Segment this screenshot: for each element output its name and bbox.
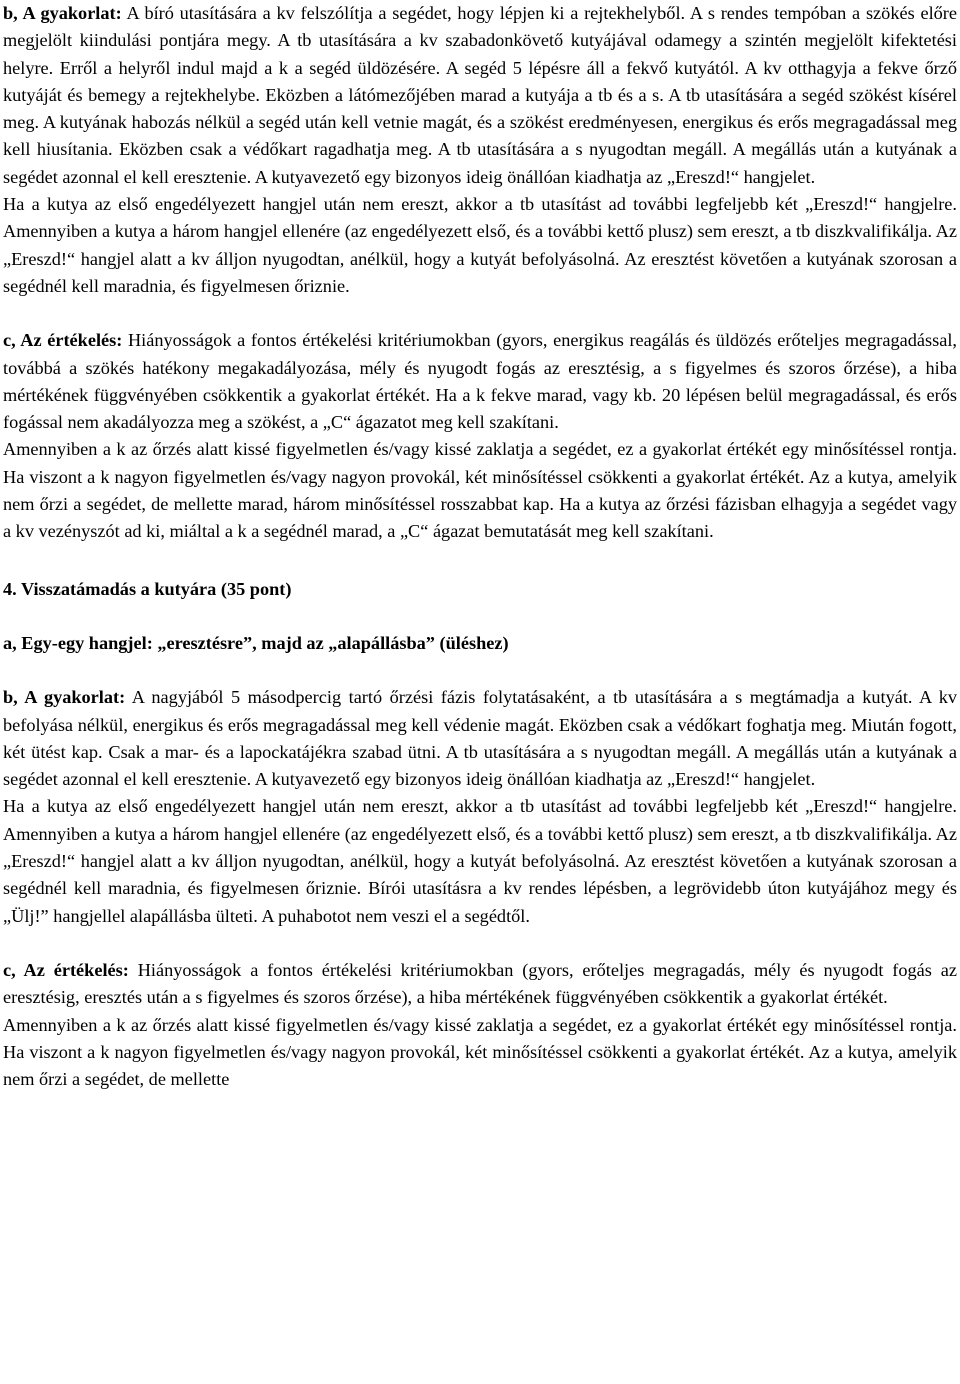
text-b1-p1: A bíró utasítására a kv felszólítja a segédet, hogy lépjen ki a rejtekhelyből. A s rendes tempóban a szökés előre megjelölt kiindulási pontjára megy. A tb utasítására a kv szabadonkövető kutyájával odamegy a szintén megjelölt kifektetési helyre. Erről a helyről indul majd a k a segéd üldözésére. A segéd 5 lépésre áll a fekvő kutyától. A kv otthagyja a fekve őrző kutyáját és bemegy a rejtekhelybe. Eközben a látómezőjében marad a kutyája a tb és a s. A tb utasítására a segéd szökést kísérel meg. A kutyának habozás nélkül a segéd után kell vetnie magát, és a szökést eredményesen, energikus és erős megragadással meg kell hiusítania. Eközben csak a védőkart ragadhatja meg. A tb utasítására a s nyugodtan megáll. A megállás után a kutyának a segédet azonnal el kell eresztenie. A kutyavezető egy bizonyos ideig önállóan kiadhatja az „Ereszd!“ hangjelet. bbox=[3, 3, 957, 187]
paragraph-c2-main bbox=[3, 957, 957, 1012]
text-b1-p2: Ha a kutya az első engedélyezett hangjel után nem ereszt, akkor a tb utasítást ad további legfeljebb két „Ereszd!“ hangjelre. Amennyiben a kutya a három hangjel ellenére (az engedélyezett első, és a további kettő plusz) sem ereszt, a tb diszkvalifikálja. Az „Ereszd!“ hangjel alatt a kv álljon nyugodtan, anélkül, hogy a kutyát befolyásolná. Az eresztést követően a kutyának szorosan a segédnél kell maradnia, és figyelmesen őriznie. bbox=[3, 194, 957, 296]
text-c2-p1: Hiányosságok a fontos értékelési kritériumokban (gyors, erőteljes megragadás, mély és nyugodt fogás az eresztésig, eresztés után a s figyelmes és szoros őrzése), a hiba mértékének függvényében csökkentik a gyakorlat értékét. bbox=[3, 959, 957, 1008]
label-c2: c, Az értékelés: bbox=[3, 959, 129, 980]
label-c1: c, Az értékelés: bbox=[3, 330, 123, 351]
paragraph-b1-release bbox=[3, 191, 957, 300]
paragraph-b2-release bbox=[3, 793, 957, 929]
text-c1-p1: Hiányosságok a fontos értékelési kritériumokban (gyors, energikus reagálás és üldözés erőteljes megragadással, továbbá a szökés hatékony megakadályozása, mély és nyugodt fogás az eresztésig, a s figyelmes és szoros őrzése), a hiba mértékének függvényében csökkentik a gyakorlat értékét. Ha a k fekve marad, vagy kb. 20 lépésen belül megragadással, és erős fogással nem akadályozza meg a szökést, a „C“ ágazatot meg kell szakítani. bbox=[3, 330, 957, 433]
section-heading-4: 4. Visszatámadás a kutyára (35 pont) bbox=[3, 578, 292, 599]
heading-a2: a, Egy-egy hangjel: „eresztésre”, majd az „alapállásba” (üléshez) bbox=[3, 632, 509, 653]
text-c2-p2: Amennyiben a k az őrzés alatt kissé figyelmetlen és/vagy kissé zaklatja a segédet, ez a gyakorlat értékét egy minősítéssel rontja. Ha viszont a k nagyon figyelmetlen és/vagy nagyon provokál, két minősítéssel csökkenti a gyakorlat értékét. Az a kutya, amelyik nem őrzi a segédet, de mellette bbox=[3, 1014, 957, 1090]
paragraph-b2-main bbox=[3, 684, 957, 793]
text-c1-p2: Amennyiben a k az őrzés alatt kissé figyelmetlen és/vagy kissé zaklatja a segédet, ez a gyakorlat értékét egy minősítéssel rontja. Ha viszont a k nagyon figyelmetlen és/vagy nagyon provokál, két minősítéssel csökkenti a gyakorlat értékét. Az a kutya, amelyik nem őrzi a segédet, de mellette marad, három minősítéssel rosszabbat kap. Ha a kutya az őrzési fázisban elhagyja a segédet vagy a kv vezényszót ad ki, miáltal a k a segédnél marad, a „C“ ágazat bemutatását meg kell szakítani. bbox=[3, 439, 957, 542]
paragraph-c1-main bbox=[3, 327, 957, 436]
paragraph-b1-main bbox=[3, 0, 957, 191]
text-b2-p2: Ha a kutya az első engedélyezett hangjel után nem ereszt, akkor a tb utasítást ad további legfeljebb két „Ereszd!“ hangjelre. Amennyiben a kutya a három hangjel ellenére (az engedélyezett első, és a további kettő plusz) sem ereszt, a tb diszkvalifikálja. Az „Ereszd!“ hangjel alatt a kv álljon nyugodtan, anélkül, hogy a kutyát befolyásolná. Az eresztést követően a kutyának szorosan a segédnél kell maradnia, és figyelmesen őriznie. Bírói utasításra a kv rendes lépésben, a legrövidebb úton kutyájához megy és „Ülj!” hangjellel alapállásba ülteti. A puhabotot nem veszi el a segédtől. bbox=[3, 796, 957, 926]
text-b2-p1: A nagyjából 5 másodpercig tartó őrzési fázis folytatásaként, a tb utasítására a s megtámadja a kutyát. A kv befolyása nélkül, energikus és erős megragadással meg kell védenie magát. Eközben csak a védőkart foghatja meg. Miután fogott, két ütést kap. Csak a mar- és a lapockatájékra szabad ütni. A tb utasítására a s nyugodtan megáll. A megállás után a kutyának a segédet azonnal el kell eresztenie. A kutyavezető egy bizonyos ideig önállóan kiadhatja az „Ereszd!“ hangjelet. bbox=[3, 687, 957, 790]
label-b2: b, A gyakorlat: bbox=[3, 687, 126, 708]
paragraph-c1-guard bbox=[3, 436, 957, 545]
label-b1: b, A gyakorlat: bbox=[3, 3, 122, 23]
document-page bbox=[3, 0, 957, 1093]
paragraph-c2-guard bbox=[3, 1012, 957, 1094]
